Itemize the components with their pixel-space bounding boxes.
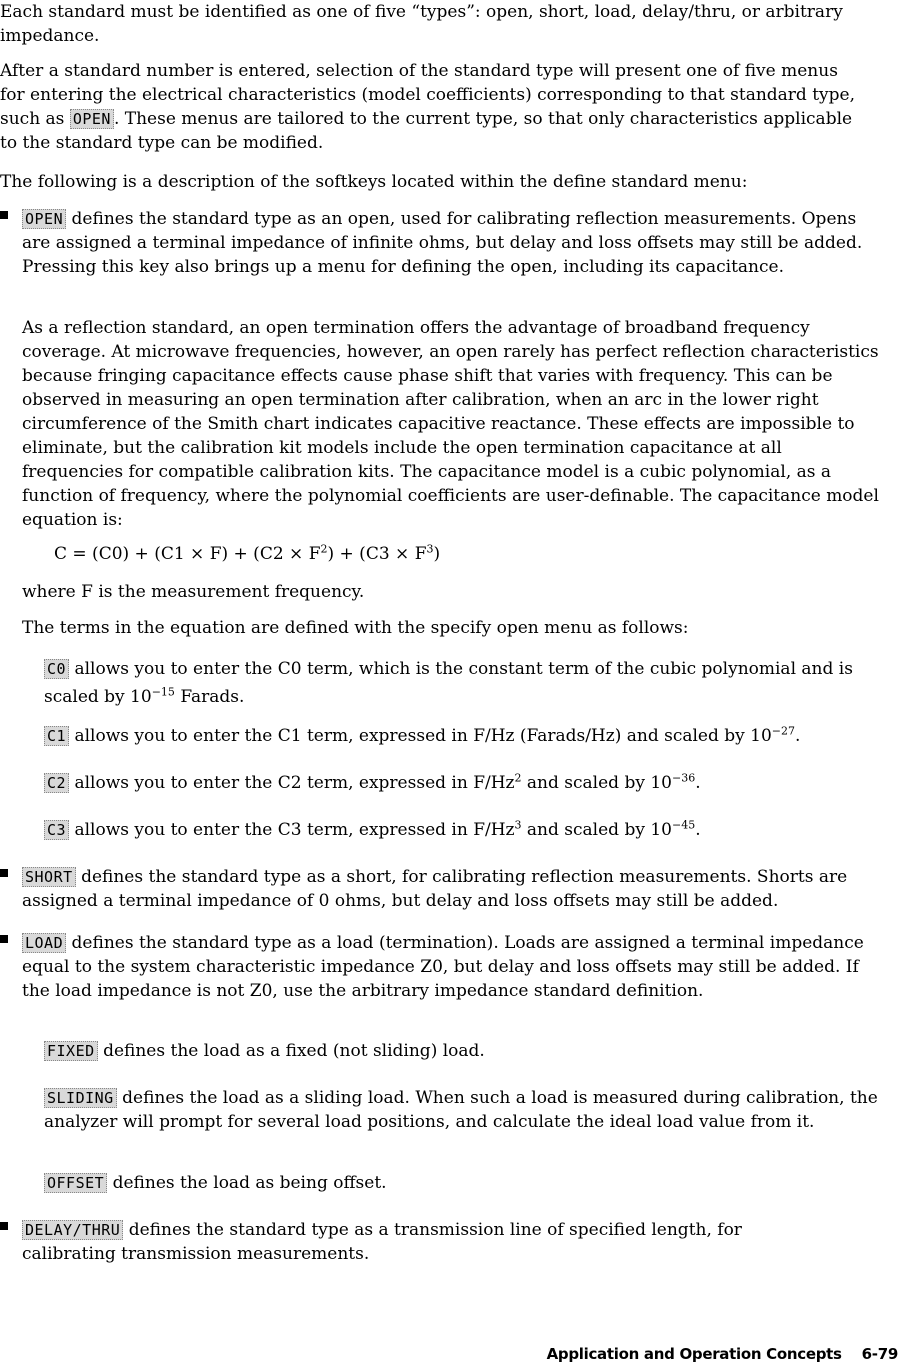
c0-exponent: −15 <box>151 685 175 699</box>
c0-description <box>44 655 884 711</box>
page-footer <box>547 1342 898 1366</box>
delay-thru-softkey[interactable]: DELAY/THRU <box>22 1220 123 1240</box>
intro-p2-text-b: . These menus are tailored to the current type, so that only characteristics applicable to the standard type can be modified. <box>0 109 853 153</box>
c2-text-c: . <box>695 773 701 793</box>
sliding-desc-text: defines the load as a sliding load. When such a load is measured during calibration, the analyzer will prompt for several load positions, and calculate the ideal load value from it. <box>44 1088 878 1132</box>
footer-page-number: 6-79 <box>861 1345 898 1363</box>
bullet-icon <box>0 1222 8 1230</box>
c2-description <box>44 771 884 795</box>
equation-part-c: ) <box>433 544 441 564</box>
short-desc-text: defines the standard type as a short, for calibrating reflection measurements. Shorts are assigned a terminal impedance of 0 ohms, but delay and loss offsets may still be added. <box>22 867 848 911</box>
bullet-icon <box>0 211 8 219</box>
intro-paragraph-1: Each standard must be identified as one of five “types”: open, short, load, delay/thru, or arbitrary impedance. <box>0 2 843 46</box>
fixed-description <box>44 1039 884 1063</box>
c0-text-a: allows you to enter the C0 term, which is the constant term of the cubic polynomial and is scaled by 10 <box>44 659 853 707</box>
offset-description <box>44 1171 884 1195</box>
bullet-icon <box>0 935 8 943</box>
sliding-softkey[interactable]: SLIDING <box>44 1088 117 1108</box>
c2-exponent: −36 <box>671 771 696 785</box>
c3-unit-exponent: 3 <box>514 818 522 832</box>
load-description <box>22 931 872 1003</box>
open-desc-text: defines the standard type as an open, used for calibrating reflection measurements. Opens are assigned a terminal impedance of infinite ohms, but delay and loss offsets may still be added. Pressing this key also brings up a menu for defining the open, including its capacitance. <box>22 209 863 277</box>
sliding-description <box>44 1086 904 1134</box>
short-description <box>22 865 888 913</box>
equation-part-b: ) + (C3 × F <box>327 544 427 564</box>
terms-intro: The terms in the equation are defined with the specify open menu as follows: <box>22 618 689 638</box>
c3-softkey[interactable]: C3 <box>44 820 69 840</box>
c2-text-a: allows you to enter the C2 term, expressed in F/Hz <box>74 773 515 793</box>
c2-text-b: and scaled by 10 <box>526 773 672 793</box>
open-paragraph-2: As a reflection standard, an open termination offers the advantage of broadband frequency coverage. At microwave frequencies, however, an open rarely has perfect reflection characteristics because fringing capacitance effects cause phase shift that varies with frequency. This can be observed in measuring an open termination after calibration, when an arc in the lower right circumference of the Smith chart indicates capacitive reactance. These effects are impossible to eliminate, but the calibration kit models include the open termination capacitance at all frequencies for compatible calibration kits. The capacitance model is a cubic polynomial, as a function of frequency, where the polynomial coefficients are user-definable. The capacitance model equation is: <box>22 318 879 530</box>
open-softkey-ref: OPEN <box>70 109 114 129</box>
footer-section-title: Application and Operation Concepts <box>546 1345 842 1363</box>
intro-paragraph-2 <box>0 59 860 155</box>
c1-exponent: −27 <box>771 724 796 738</box>
capacitance-equation <box>54 542 654 566</box>
equation-exponent-3: 3 <box>426 542 434 556</box>
offset-softkey[interactable]: OFFSET <box>44 1173 107 1193</box>
c0-softkey[interactable]: C0 <box>44 659 69 679</box>
fixed-softkey[interactable]: FIXED <box>44 1041 98 1061</box>
short-softkey[interactable]: SHORT <box>22 867 76 887</box>
equation-part-a: C = (C0) + (C1 × F) + (C2 × F <box>54 544 321 564</box>
c1-softkey[interactable]: C1 <box>44 726 69 746</box>
c2-softkey[interactable]: C2 <box>44 773 69 793</box>
bullet-icon <box>0 869 8 877</box>
intro-paragraph-3: The following is a description of the softkeys located within the define standard menu: <box>0 172 748 192</box>
c0-text-b: Farads. <box>180 687 245 707</box>
c3-text-b: and scaled by 10 <box>526 820 672 840</box>
c3-text-a: allows you to enter the C3 term, expressed in F/Hz <box>74 820 515 840</box>
open-softkey[interactable]: OPEN <box>22 209 66 229</box>
c1-description <box>44 724 884 748</box>
c3-text-c: . <box>695 820 701 840</box>
equation-exponent-2: 2 <box>320 542 328 556</box>
delay-thru-desc-text: defines the standard type as a transmission line of specified length, for calibrating transmission measurements. <box>22 1220 742 1264</box>
fixed-desc-text: defines the load as a fixed (not sliding) load. <box>103 1041 485 1061</box>
c3-description <box>44 818 884 842</box>
offset-desc-text: defines the load as being offset. <box>112 1173 387 1193</box>
intro-p2-text-a: After a standard number is entered, selection of the standard type will present one of five menus for entering the electrical characteristics (model coefficients) corresponding to that standard type, such as <box>0 61 856 129</box>
open-description <box>22 207 874 279</box>
c2-unit-exponent: 2 <box>514 771 522 785</box>
c1-text-a: allows you to enter the C1 term, expressed in F/Hz (Farads/Hz) and scaled by 10 <box>74 726 772 746</box>
c3-exponent: −45 <box>671 818 696 832</box>
delay-thru-description <box>22 1218 822 1266</box>
load-softkey[interactable]: LOAD <box>22 933 66 953</box>
load-desc-text: defines the standard type as a load (termination). Loads are assigned a terminal impedance equal to the system characteristic impedance Z0, but delay and loss offsets may still be added. If the load impedance is not Z0, use the arbitrary impedance standard definition. <box>22 933 864 1001</box>
where-text: where F is the measurement frequency. <box>22 582 365 602</box>
c1-text-b: . <box>795 726 801 746</box>
